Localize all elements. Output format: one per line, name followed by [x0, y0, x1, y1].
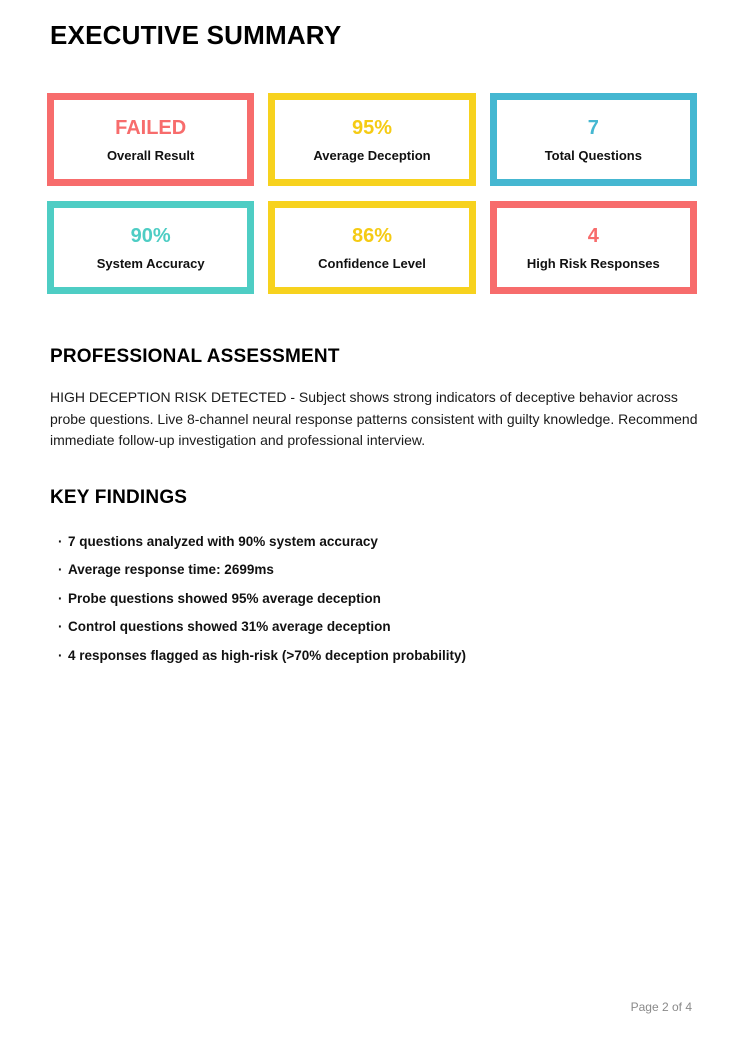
- stat-label: Total Questions: [544, 147, 642, 163]
- finding-item: · Control questions showed 31% average deception: [68, 613, 697, 642]
- stat-value: 86%: [351, 224, 392, 247]
- stat-label: System Accuracy: [96, 255, 205, 271]
- stat-card-system-accuracy: [47, 201, 254, 294]
- stat-value: 4: [587, 224, 599, 247]
- finding-item: · 4 responses flagged as high-risk (>70% deception probability): [68, 642, 697, 671]
- stat-label: Average Deception: [313, 147, 431, 163]
- finding-item: · Probe questions showed 95% average deception: [68, 585, 697, 614]
- stat-label: Overall Result: [106, 147, 195, 163]
- stat-value: 7: [587, 116, 599, 139]
- findings-heading: KEY FINDINGS: [50, 486, 188, 508]
- summary-stats-grid: [47, 93, 697, 294]
- findings-list: [50, 528, 697, 671]
- stat-card-average-deception: [268, 93, 475, 186]
- stat-value: 95%: [351, 116, 392, 139]
- stat-card-total-questions: [490, 93, 697, 186]
- finding-item: · Average response time: 2699ms: [68, 556, 697, 585]
- stat-label: Confidence Level: [318, 255, 426, 271]
- page-title: EXECUTIVE SUMMARY: [50, 20, 342, 50]
- stat-value: 90%: [130, 224, 171, 247]
- assessment-body: HIGH DECEPTION RISK DETECTED - Subject shows strong indicators of deceptive behavior across probe questions. Live 8-channel neural response patterns consistent with guilty knowledge. Recommend immediate follow-up investigation and professional interview.: [50, 389, 698, 448]
- stat-card-high-risk-responses: [490, 201, 697, 294]
- page-number: Page 2 of 4: [630, 1000, 692, 1014]
- stat-card-confidence-level: [268, 201, 475, 294]
- finding-item: · 7 questions analyzed with 90% system accuracy: [68, 528, 697, 557]
- stat-card-overall-result: [47, 93, 254, 186]
- assessment-heading: PROFESSIONAL ASSESSMENT: [50, 346, 340, 367]
- stat-value: FAILED: [115, 116, 187, 139]
- stat-label: High Risk Responses: [526, 255, 660, 271]
